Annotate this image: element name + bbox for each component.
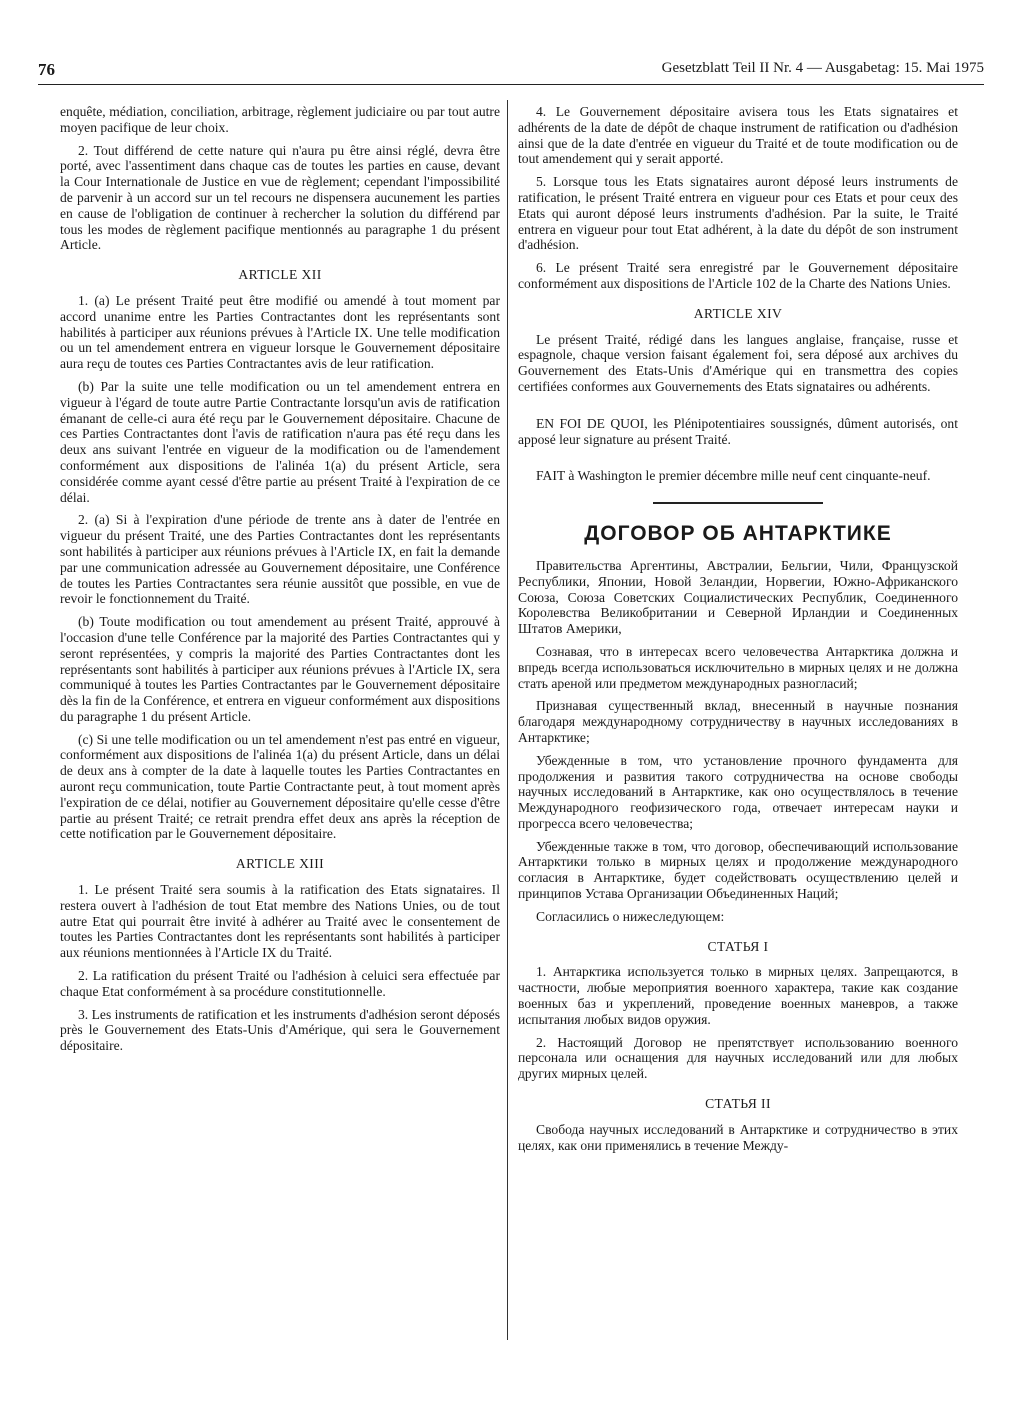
article-heading: ARTICLE XII <box>238 267 322 283</box>
paragraph: 1. Le présent Traité sera soumis à la ratification des Etats signataires. Il restera ouvert à l'adhésion de tout Etat membre des Nations Unies, ou de tout autre Etat qui pourrait être invité à adhérer au Traité avec le consentement de toutes les Parties Contractantes dont les représentants sont habilités à participer aux réunions mentionnées à l'Article IX du Traité. <box>60 882 500 961</box>
paragraph: 1. Антарктика используется только в мирных целях. Запрещаются, в частности, любые мероприятия военного характера, такие как создание военных баз и укреплений, проведение военных маневров, а также испытания любых видов оружия. <box>518 964 958 1027</box>
paragraph: 1. (a) Le présent Traité peut être modifié ou amendé à tout moment par accord unanime entre les Parties Contractantes dont les représentants sont habilités à participer aux réunions prévues à l'Article IX. Une telle modification ou un tel amendement entrera en vigueur lorsque le Gouvernement dépositaire aura reçu de toutes ces Parties Contractantes avis de leur ratification. <box>60 292 500 372</box>
paragraph: 2. La ratification du présent Traité ou l'adhésion à celuici sera effectuée par chaque Etat conformément à sa procédure constitutionnelle. <box>60 968 500 999</box>
paragraph: 5. Lorsque tous les Etats signataires auront déposé leurs instruments de ratification, le présent Traité entrera en vigueur pour ces Etats et pour ceux des Etats qui auront déposé leurs instruments d'adhésion. Par la suite, le Traité entrera en vigueur pour tout Etat adhérent, à la date du dépôt de son instrument d'adhésion. <box>518 174 958 253</box>
section-separator <box>653 502 823 504</box>
paragraph: (b) Toute modification ou tout amendement au présent Traité, approuvé à l'occasion d'une telle Conférence par la majorité des Parties Contractantes qui y seront représentées, y compris la majorité des Parties Contractantes dont les représentants sont habilités à participer aux réunions prévues à l'Article IX, sera communiqué à toutes les Parties Contractantes par le Gouvernement dépositaire dès la fin de la Conférence, et entrera en vigueur conformément aux dispositions du paragraphe 1 du présent Article. <box>60 614 500 724</box>
page-header <box>38 60 984 85</box>
paragraph: Убежденные в том, что установление прочного фундамента для продолжения и развития такого сотрудничества на основе свободы научных исследований в Антарктике, как оно осуществлялось в течение Международного геофизического года, отвечает интересам науки и прогресса всего человечества; <box>518 752 958 831</box>
paragraph: Свобода научных исследований в Антарктике и сотрудничество в этих целях, как они применялись в течение Между- <box>518 1121 958 1153</box>
paragraph: FAIT à Washington le premier décembre mille neuf cent cinquante-neuf. <box>536 468 931 484</box>
left-column <box>60 104 500 1061</box>
running-head: Gesetzblatt Teil II Nr. 4 — Ausgabetag: 15. Mai 1975 <box>661 60 984 76</box>
page-number: 76 <box>38 60 55 79</box>
treaty-title-russian: ДОГОВОР ОБ АНТАРКТИКЕ <box>584 522 892 546</box>
article-heading: ARTICLE XIV <box>693 305 783 321</box>
paragraph: enquête, médiation, conciliation, arbitrage, règlement judiciaire ou par tout autre moyen pacifique de leur choix. <box>60 104 500 135</box>
paragraph: 2. Tout différend de cette nature qui n'aura pu être ainsi réglé, devra être porté, avec l'assentiment dans chaque cas de toutes les parties en cause, devant la Cour Internationale de Justice en vue de règlement; cependant l'impossibilité de parvenir à un accord sur un tel recours ne dispensera aucunement les parties en cause de l'obligation de continuer à rechercher la solution du différend par tous les modes de règlement pacifique mentionnés au paragraphe 1 du présent Article. <box>60 142 500 253</box>
spacer <box>518 402 958 416</box>
column-divider <box>507 100 508 1340</box>
paragraph: Правительства Аргентины, Австралии, Бельгии, Чили, Французской Республики, Японии, Новой Зеландии, Норвегии, Южно-Африканского Союза, Союза Советских Социалистических Республик, Соединенного Королевства Великобритании и Северной Ирландии и Соединенных Штатов Америки, <box>518 557 958 637</box>
paragraph: 2. (a) Si à l'expiration d'une période de trente ans à dater de l'entrée en vigueur du présent Traité, une des Parties Contractantes dont les représentants sont habilités à participer aux réunions prévues à l'Article IX, en fait la demande par une communication adressée au Gouvernement dépositaire, une Conférence de toutes les Parties Contractantes sera réunie aussitôt que possible, en vue de revoir le fonctionnement du Traité. <box>60 512 500 607</box>
article-heading: СТАТЬЯ II <box>705 1096 771 1112</box>
paragraph: 2. Настоящий Договор не препятствует использованию военного персонала или оснащения для научных исследований или для любых других мирных целей. <box>518 1034 958 1082</box>
paragraph: 6. Le présent Traité sera enregistré par le Gouvernement dépositaire conformément aux dispositions de l'Article 102 de la Charte des Nations Unies. <box>518 260 958 291</box>
paragraph: EN FOI DE QUOI, les Plénipotentiaires soussignés, dûment autorisés, ont apposé leur signature au présent Traité. <box>518 415 958 447</box>
paragraph: Согласились о нижеследующем: <box>536 908 725 924</box>
spacer <box>518 454 958 468</box>
paragraph: Убежденные также в том, что договор, обеспечивающий использование Антарктики только в мирных целях и продолжение международного согласия в Антарктике, будет содействовать осуществлению целей и принципов Устава Организации Объединенных Наций; <box>518 838 958 902</box>
paragraph: Признавая существенный вклад, внесенный в научные познания благодаря международному сотрудничеству в научных исследованиях в Антарктике; <box>518 698 958 745</box>
paragraph: Сознавая, что в интересах всего человечества Антарктика должна и впредь всегда использоваться исключительно в мирных целях и не должна стать ареной или предметом международных разногласий; <box>518 643 958 691</box>
right-column <box>518 104 958 1160</box>
paragraph: Le présent Traité, rédigé dans les langues anglaise, française, russe et espagnole, chaque version faisant également foi, sera déposé aux archives du Gouvernement des Etats-Unis d'Amérique qui en transmettra des copies certifiées conformes aux Gouvernements des Etats signataires ou adhérents. <box>518 331 958 394</box>
paragraph: (c) Si une telle modification ou un tel amendement n'est pas entré en vigueur, conformément aux dispositions de l'alinéa 1(a) du présent Article, dans un délai de deux ans à compter de la date à laquelle toutes les Parties Contractantes en auront reçu communication, toute Partie Contractante peut, à tout moment après l'expiration de ce délai, notifier au Gouvernement dépositaire qu'elle cesse d'être partie au présent Traité; ce retrait prendra effet deux ans après la réception de cette notification par le Gouvernement dépositaire. <box>60 731 500 842</box>
article-heading: ARTICLE XIII <box>235 856 325 872</box>
paragraph: 4. Le Gouvernement dépositaire avisera tous les Etats signataires et adhérents de la date de dépôt de chaque instrument de ratification ou d'adhésion ainsi que de la date d'entrée en vigueur du Traité et de toute modification ou de tout amendement qui y serait apporté. <box>518 104 958 167</box>
paragraph: 3. Les instruments de ratification et les instruments d'adhésion seront déposés près le Gouvernement des Etats-Unis d'Amérique, qui sera le Gouvernement dépositaire. <box>60 1006 500 1054</box>
paragraph: (b) Par la suite une telle modification ou un tel amendement entrera en vigueur à l'égard de toute autre Partie Contractante lorsqu'un avis de ratification émanant de celle-ci aura été reçu par le Gouvernement dépositaire. Chacune de ces Parties Contractantes dont l'avis de ratification n'aura pas été reçu dans les deux ans suivant l'entrée en vigueur de la modification ou de l'amendement conformément aux dispositions de l'alinéa 1(a) du présent Article, sera considérée comme ayant cessé d'être partie au présent Traité à l'expiration de ce délai. <box>60 378 500 505</box>
article-heading: СТАТЬЯ I <box>707 938 769 954</box>
